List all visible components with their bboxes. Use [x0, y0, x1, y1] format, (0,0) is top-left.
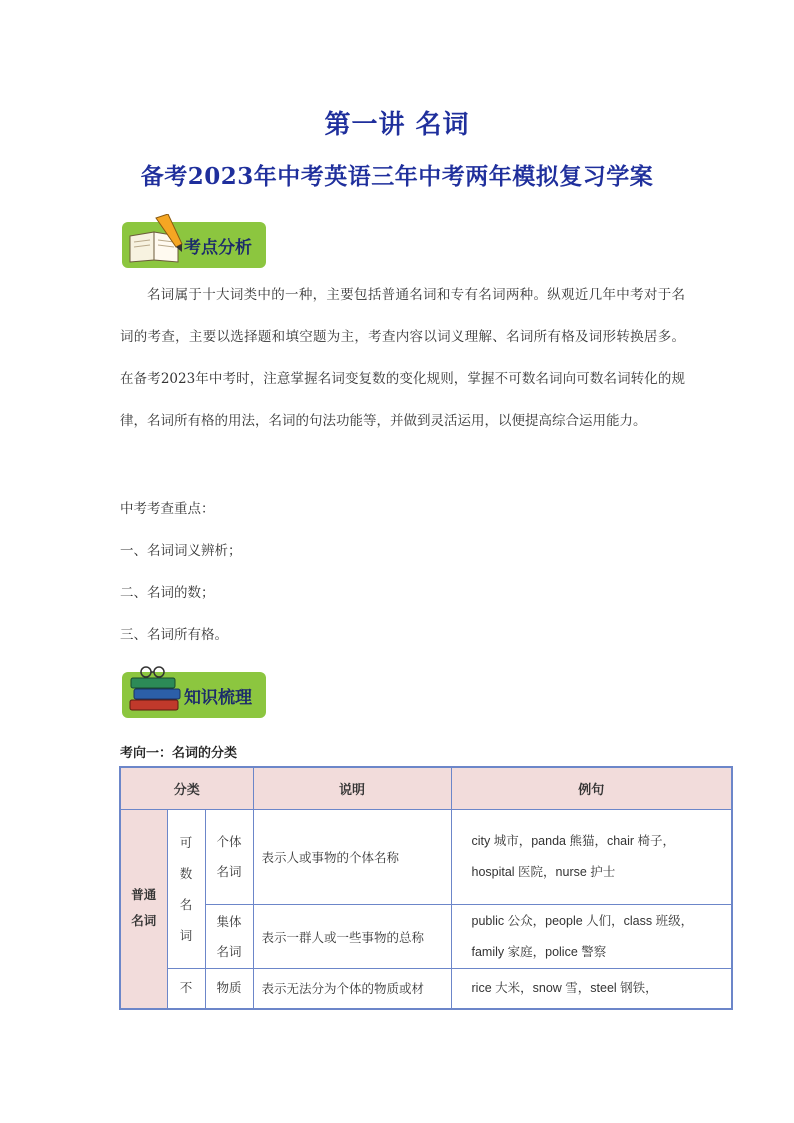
- table-row: [120, 810, 732, 905]
- row-description: 表示无法分为个体的物质或材: [253, 969, 451, 1009]
- example-line: city 城市，panda 熊猫，chair 椅子，: [471, 834, 676, 848]
- stacked-books-icon: [126, 664, 186, 716]
- row-description: 表示人或事物的个体名称: [253, 810, 451, 905]
- row-description: 表示一群人或一些事物的总称: [253, 905, 451, 969]
- row-type-label: 个体名词: [216, 834, 242, 879]
- table-row: [120, 969, 732, 1009]
- common-noun-cell: [120, 810, 167, 1009]
- row-examples: [451, 810, 732, 905]
- example-line: family 家庭，police 警察: [471, 944, 607, 959]
- row-type-cell: [205, 905, 253, 969]
- row-type-label: 集体名词: [216, 913, 242, 959]
- page-title: 第一讲 名词: [324, 110, 470, 140]
- section-heading: 考向一：名词的分类: [120, 746, 238, 761]
- example-line: rice 大米，snow 雪，steel 钢铁，: [471, 980, 658, 995]
- common-noun-label: 普通名词: [131, 886, 157, 928]
- example-line: hospital 医院，nurse 护士: [471, 865, 616, 879]
- knowledge-badge-label: 知识梳理: [184, 688, 252, 708]
- noun-classification-table: [119, 766, 733, 1010]
- row-examples: [451, 905, 732, 969]
- intro-text: 名词属于十大词类中的一种，主要包括普通名词和专有名词两种。纵观近几年中考对于名词的考查，主要以选择题和填空题为主，考查内容以词义理解、名词所有格及词形转换居多。在备考2023年中考时，注意掌握名词变复数的变化规则，掌握不可数名词向可数名词转化的规律，名词所有格的用法，名词的句法功能等，并做到灵活运用，以便提高综合运用能力。: [120, 287, 685, 429]
- knowledge-badge: [122, 672, 266, 718]
- header-category: 分类: [120, 767, 253, 810]
- example-line: public 公众，people 人们，class 班级，: [471, 913, 694, 928]
- countable-label: 可数名词: [179, 835, 193, 943]
- row-examples: [451, 969, 732, 1009]
- key-point-3: 三、名词所有格。: [120, 627, 228, 643]
- key-point-1: 一、名词词义辨析；: [120, 543, 242, 559]
- row-type-cell: [205, 810, 253, 905]
- key-points-title: 中考考查重点：: [120, 501, 215, 517]
- uncountable-cell: 不: [167, 969, 205, 1009]
- intro-paragraph: [120, 274, 685, 442]
- table-header-row: [120, 767, 732, 810]
- page-subtitle: 备考2023年中考英语三年中考两年模拟复习学案: [140, 163, 654, 190]
- header-examples: 例句: [451, 767, 732, 810]
- header-description: 说明: [253, 767, 451, 810]
- key-point-2: 二、名词的数；: [120, 585, 215, 601]
- row-type-cell: 物质: [205, 969, 253, 1009]
- countable-cell: [167, 810, 205, 969]
- analysis-badge: [122, 222, 266, 268]
- table-row: [120, 905, 732, 969]
- open-book-pencil-icon: [126, 214, 186, 266]
- analysis-badge-label: 考点分析: [184, 238, 252, 258]
